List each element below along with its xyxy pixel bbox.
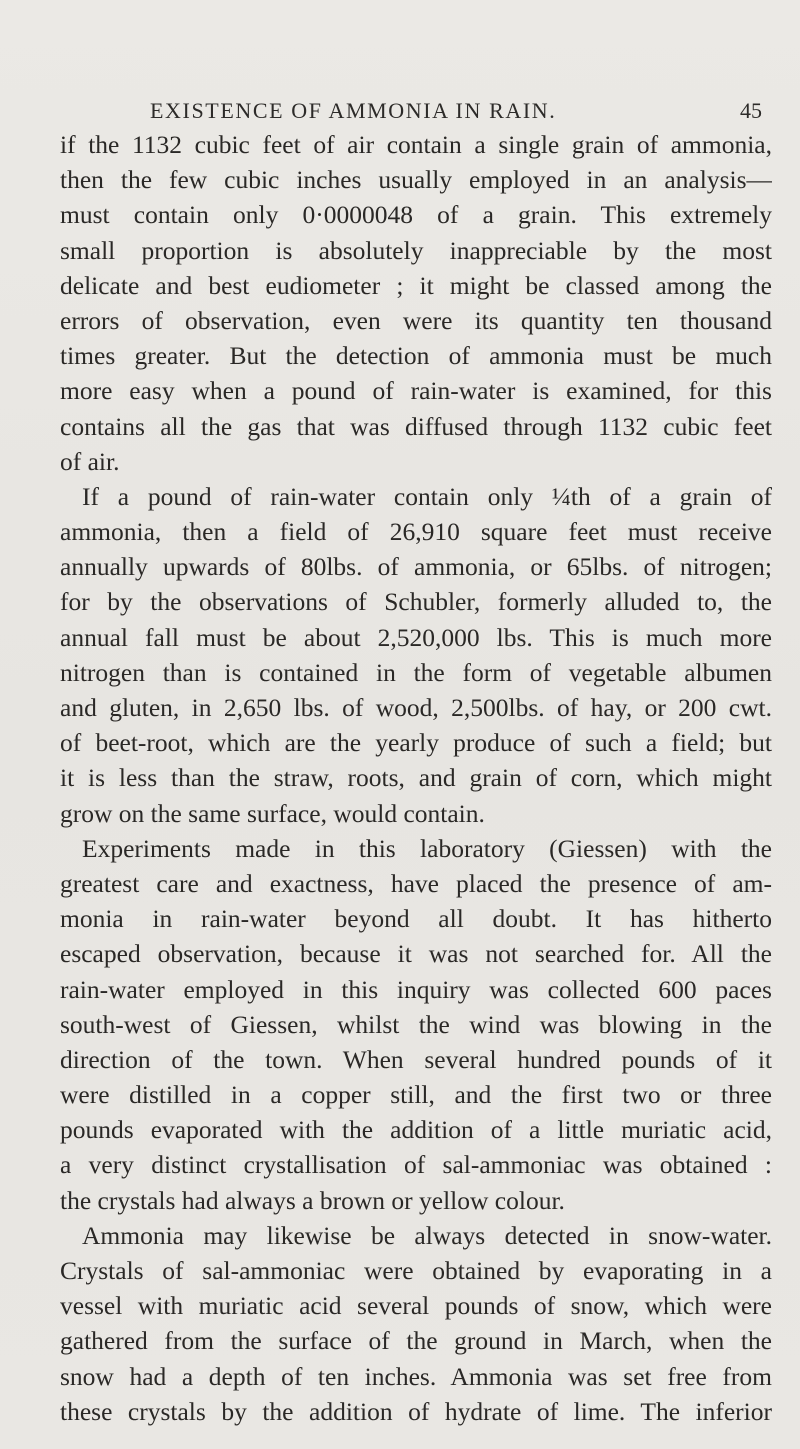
text-line: for by the observations of Schubler, formerly alluded to, the: [60, 587, 772, 617]
text-line: of air.: [60, 446, 120, 476]
text-line: Crystals of sal-ammoniac were obtained by evaporating in a: [60, 1256, 772, 1285]
text-line: and gluten, in 2,650 lbs. of wood, 2,500lbs. of hay, or 200 cwt.: [60, 693, 772, 722]
text-line: annual fall must be about 2,520,000 lbs. This is much more: [60, 622, 772, 652]
text-line: Ammonia may likewise be always detected in snow-water.: [82, 1220, 772, 1250]
text-line: grow on the same surface, would contain.: [60, 798, 485, 828]
text-line: more easy when a pound of rain-water is examined, for this: [60, 376, 772, 406]
text-line: Experiments made in this laboratory (Giessen) with the: [82, 833, 772, 863]
text-line: ammonia, then a field of 26,910 square feet must receive: [60, 517, 772, 547]
text-line: delicate and best eudiometer ; it might be classed among the: [60, 270, 772, 300]
text-line: greatest care and exactness, have placed the presence of am-: [60, 868, 772, 898]
text-line: vessel with muriatic acid several pounds of snow, which were: [60, 1291, 772, 1321]
text-line: rain-water employed in this inquiry was collected 600 paces: [60, 974, 772, 1004]
text-line: a very distinct crystallisation of sal-ammoniac was obtained :: [60, 1150, 772, 1180]
running-title: EXISTENCE OF AMMONIA IN RAIN.: [150, 98, 557, 123]
text-line: errors of observation, even were its quantity ten thousand: [60, 305, 772, 335]
text-line: If a pound of rain-water contain only ¼th of a grain of: [82, 481, 772, 511]
text-line: direction of the town. When several hundred pounds of it: [60, 1044, 772, 1074]
text-line: gathered from the surface of the ground in March, when the: [60, 1326, 772, 1356]
text-line: it is less than the straw, roots, and grain of corn, which might: [60, 763, 772, 793]
body-text: [60, 127, 772, 1429]
text-line: were distilled in a copper still, and the first two or three: [60, 1080, 772, 1110]
text-line: small proportion is absolutely inappreciable by the most: [60, 235, 772, 265]
text-line: these crystals by the addition of hydrate of lime. The inferior: [60, 1396, 772, 1426]
page-number: 45: [740, 98, 762, 123]
text-line: snow had a depth of ten inches. Ammonia was set free from: [60, 1361, 772, 1391]
text-line: pounds evaporated with the addition of a little muriatic acid,: [60, 1115, 772, 1145]
text-line: contains all the gas that was diffused through 1132 cubic feet: [60, 411, 772, 441]
text-line: if the 1132 cubic feet of air contain a single grain of ammonia,: [60, 130, 772, 159]
text-line: south-west of Giessen, whilst the wind was blowing in the: [60, 1009, 772, 1039]
text-line: annually upwards of 80lbs. of ammonia, or 65lbs. of nitrogen;: [60, 552, 772, 582]
text-line: then the few cubic inches usually employed in an analysis—: [60, 165, 772, 195]
text-line: times greater. But the detection of ammonia must be much: [60, 341, 772, 371]
text-line: of beet-root, which are the yearly produce of such a field; but: [60, 728, 772, 758]
text-line: nitrogen than is contained in the form of vegetable albumen: [60, 657, 772, 687]
text-line: must contain only 0·0000048 of a grain. This extremely: [60, 200, 772, 230]
text-line: the crystals had always a brown or yellow colour.: [60, 1185, 565, 1215]
text-line: escaped observation, because it was not searched for. All the: [60, 939, 772, 969]
text-line: monia in rain-water beyond all doubt. It has hitherto: [60, 904, 772, 934]
